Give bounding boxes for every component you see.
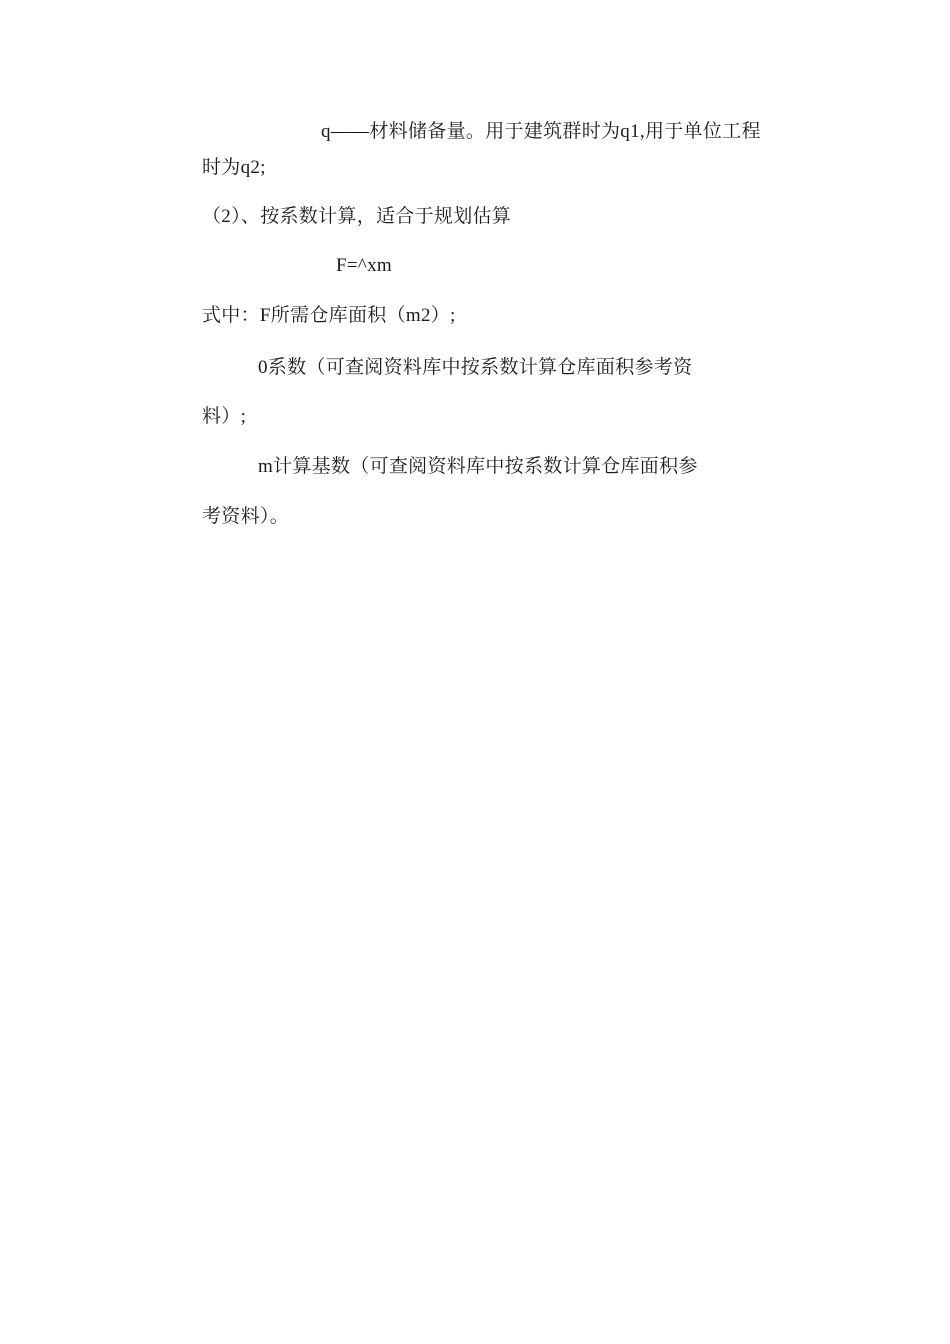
text-line-q-definition: q——材料储备量。用于建筑群时为q1,用于单位工程 — [321, 121, 761, 142]
text-line-coefficient-definition-cont: 料）; — [202, 406, 247, 427]
formula-line: F=^xm — [336, 255, 392, 276]
section-heading-coefficient-method: （2）、按系数计算，适合于规划估算 — [202, 206, 512, 227]
text-line-m-definition: m计算基数（可查阅资料库中按系数计算仓库面积参 — [258, 456, 698, 477]
text-line-f-definition: 式中：F所需仓库面积（m2）; — [202, 305, 456, 326]
text-line-m-definition-cont: 考资料）。 — [202, 506, 290, 527]
text-line-coefficient-definition: 0系数（可查阅资料库中按系数计算仓库面积参考资 — [258, 357, 693, 378]
text-line-q-definition-cont: 时为q2; — [202, 157, 266, 178]
